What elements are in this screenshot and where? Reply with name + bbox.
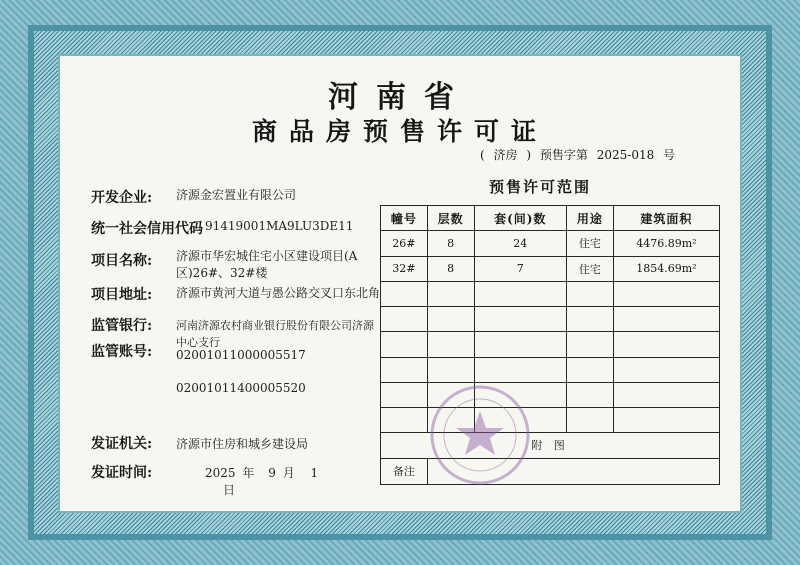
building-area: 1854.69m²	[613, 256, 719, 281]
permit-prefix: (	[480, 148, 485, 162]
empty-scope-row	[381, 281, 720, 306]
developer-label: 开发企业:	[91, 190, 153, 206]
permit-suffix: )	[526, 148, 532, 162]
project-name-value: 济源市华宏城住宅小区建设项目(A区)26#、32#楼	[176, 249, 358, 280]
issuer-label: 发证机关:	[91, 436, 153, 452]
unit-count: 7	[474, 256, 566, 281]
issue-year: 2025	[205, 466, 236, 480]
account-label: 监管账号:	[91, 344, 153, 360]
day-word: 日	[223, 483, 236, 497]
issue-date	[205, 465, 345, 499]
issue-date-label: 发证时间:	[91, 465, 153, 481]
certificate-title: 商品房预售许可证	[251, 117, 548, 146]
scope-title: 预售许可范围	[488, 178, 591, 196]
issue-day: 1	[310, 466, 319, 480]
developer-value: 济源金宏置业有限公司	[176, 188, 297, 202]
scope-header-use: 用途	[566, 206, 613, 231]
unit-count: 24	[474, 231, 566, 256]
scope-header-area: 建筑面积	[613, 206, 719, 231]
account-value-2: 02001011400005520	[176, 381, 306, 395]
empty-scope-row	[381, 307, 720, 332]
issuer-value: 济源市住房和城乡建设局	[176, 437, 309, 451]
credit-code-label: 统一社会信用代码	[91, 221, 203, 237]
number-suffix: 号	[663, 148, 676, 162]
scope-header-floors: 层数	[427, 206, 474, 231]
scope-row-32	[381, 256, 720, 281]
presale-word: 预售字第	[539, 148, 588, 162]
bank-label: 监管银行:	[91, 318, 153, 334]
empty-scope-row	[381, 357, 720, 382]
building-area: 4476.89m²	[613, 231, 719, 256]
official-seal-icon	[420, 380, 540, 490]
issue-month: 9	[268, 466, 276, 480]
appendix-label: 附 图	[381, 433, 720, 458]
province-title: 河南省	[328, 80, 472, 115]
scope-header-row	[381, 206, 720, 231]
permit-number: 2025-018	[596, 148, 655, 162]
notes-label: 备注	[381, 458, 428, 485]
building-number: 32#	[381, 256, 428, 281]
property-use: 住宅	[566, 231, 613, 256]
project-address-value: 济源市黄河大道与愚公路交叉口东北角	[176, 286, 381, 300]
floor-count: 8	[427, 231, 474, 256]
floor-count: 8	[427, 256, 474, 281]
credit-code-value: 91419001MA9LU3DE11	[205, 219, 354, 233]
month-word: 月	[282, 466, 295, 480]
scope-header-building: 幢号	[381, 206, 428, 231]
project-name-label: 项目名称:	[91, 253, 153, 269]
permit-city: 济房	[493, 148, 518, 162]
permit-number-line	[480, 146, 680, 163]
empty-scope-row	[381, 332, 720, 357]
scope-header-units: 套(间)数	[474, 206, 566, 231]
bank-value: 河南济源农村商业银行股份有限公司济源中心支行	[176, 319, 374, 349]
building-number: 26#	[381, 231, 428, 256]
property-use: 住宅	[566, 256, 613, 281]
account-value-1: 02001011000005517	[176, 348, 306, 362]
year-word: 年	[242, 466, 255, 480]
scope-row-26	[381, 231, 720, 256]
project-address-label: 项目地址:	[91, 287, 153, 303]
